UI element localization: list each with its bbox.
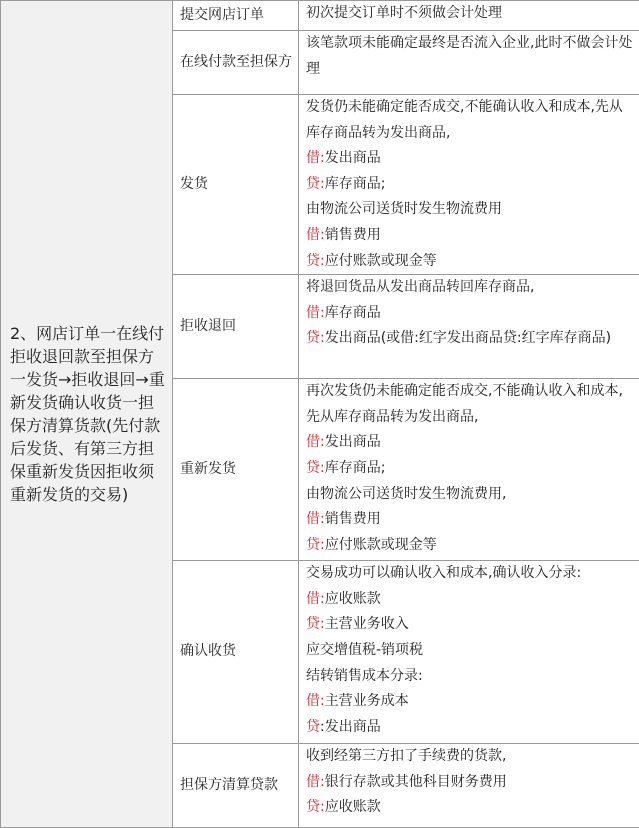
entry-text: 收到经第三方扣了手续费的货款,	[306, 748, 506, 764]
step-name: 提交网店订单	[173, 1, 299, 31]
treatment-line	[306, 197, 635, 223]
treatment-line	[306, 795, 635, 821]
entry-text: 应付账款或现金等	[325, 253, 437, 269]
entry-label: 贷:	[306, 330, 325, 346]
entry-label: 借:	[306, 434, 325, 450]
treatment-line	[306, 275, 635, 301]
step-name: 担保方清算贷款	[173, 744, 299, 828]
entry-text: 发出商品(或借:红字发出商品贷:红字库存商品)	[325, 330, 611, 346]
entry-label: 贷:	[306, 799, 325, 815]
entry-text: 销售费用	[325, 511, 381, 527]
entry-text: 将退回货品从发出商品转回库存商品,	[306, 279, 534, 295]
entry-text: :发出商品	[320, 719, 381, 735]
treatment-line	[306, 95, 635, 146]
treatment-line	[306, 715, 635, 741]
entry-text: 发货仍未能确定能否成交,不能确认收入和成本,先从库存商品转为发出商品,	[306, 99, 623, 141]
treatment-line	[306, 533, 635, 559]
entry-text: 应收账款	[325, 799, 381, 815]
treatment-line	[306, 1, 635, 27]
entry-text: 主营业务收入	[325, 616, 409, 632]
entry-label: 借:	[306, 591, 325, 607]
entry-text: 由物流公司送货时发生物流费用,	[306, 486, 506, 502]
entry-label: 借:	[306, 227, 325, 243]
entry-text: 发出商品	[325, 434, 381, 450]
entry-text: 应收账款	[325, 591, 381, 607]
entry-text: 库存商品;	[325, 460, 386, 476]
table-body	[1, 1, 639, 828]
treatment-line	[306, 770, 635, 796]
treatment-line	[306, 664, 635, 690]
entry-text: 应交增值税-销项税	[306, 642, 423, 658]
treatment-line	[306, 507, 635, 533]
entry-label: 贷:	[306, 616, 325, 632]
step-treatment	[299, 31, 639, 95]
treatment-line	[306, 744, 635, 770]
step-name: 在线付款至担保方	[173, 31, 299, 95]
entry-text: 再次发货仍未能确定能否成交,不能确认收入和成本,先从库存商品转为发出商品,	[306, 383, 623, 425]
entry-label: 借:	[306, 511, 325, 527]
treatment-line	[306, 638, 635, 664]
entry-label: 借:	[306, 774, 325, 790]
step-treatment	[299, 744, 639, 828]
step-treatment	[299, 275, 639, 379]
entry-text: 销售费用	[325, 227, 381, 243]
entry-text: 结转销售成本分录:	[306, 668, 423, 684]
step-name: 确认收货	[173, 561, 299, 744]
entry-label: 借:	[306, 693, 325, 709]
step-name: 拒收退回	[173, 275, 299, 379]
entry-label: 贷:	[306, 460, 325, 476]
step-name: 重新发货	[173, 379, 299, 561]
entry-label: 贷:	[306, 253, 325, 269]
treatment-line	[306, 31, 635, 82]
step-treatment	[299, 1, 639, 31]
entry-text: 该笔款项未能确定最终是否流入企业,此时不做会计处理	[306, 35, 632, 77]
entry-label: 贷	[306, 719, 320, 735]
treatment-line	[306, 612, 635, 638]
treatment-line	[306, 587, 635, 613]
treatment-line	[306, 146, 635, 172]
treatment-line	[306, 456, 635, 482]
entry-text: 由物流公司送货时发生物流费用	[306, 201, 502, 217]
step-treatment	[299, 379, 639, 561]
entry-text: 交易成功可以确认收入和成本,确认收入分录:	[306, 565, 581, 581]
treatment-line	[306, 430, 635, 456]
entry-text: 主营业务成本	[325, 693, 409, 709]
treatment-line	[306, 301, 635, 327]
treatment-line	[306, 482, 635, 508]
entry-label: 贷:	[306, 176, 325, 192]
treatment-line	[306, 249, 635, 275]
step-name: 发货	[173, 95, 299, 275]
entry-text: 应付账款或现金等	[325, 537, 437, 553]
treatment-line	[306, 689, 635, 715]
entry-text: 银行存款或其他科目财务费用	[325, 774, 507, 790]
treatment-line	[306, 561, 635, 587]
entry-label: 贷:	[306, 537, 325, 553]
step-treatment	[299, 95, 639, 275]
entry-text: 库存商品;	[325, 176, 386, 192]
treatment-line	[306, 223, 635, 249]
entry-text: 库存商品	[325, 305, 381, 321]
entry-text: 初次提交订单时不须做会计处理	[306, 5, 502, 21]
entry-text: 发出商品	[325, 150, 381, 166]
table-row	[1, 1, 639, 31]
entry-label: 借:	[306, 150, 325, 166]
treatment-line	[306, 379, 635, 430]
entry-label: 借:	[306, 305, 325, 321]
treatment-line	[306, 172, 635, 198]
step-treatment	[299, 561, 639, 744]
section-title: 2、网店订单一在线付拒收退回款至担保方一发货→拒收退回→重新发货确认收货一担保方清算货款(先付款后发货、有第三方担保重新发货因拒收须重新发货的交易)	[1, 1, 173, 828]
treatment-line	[306, 326, 635, 352]
